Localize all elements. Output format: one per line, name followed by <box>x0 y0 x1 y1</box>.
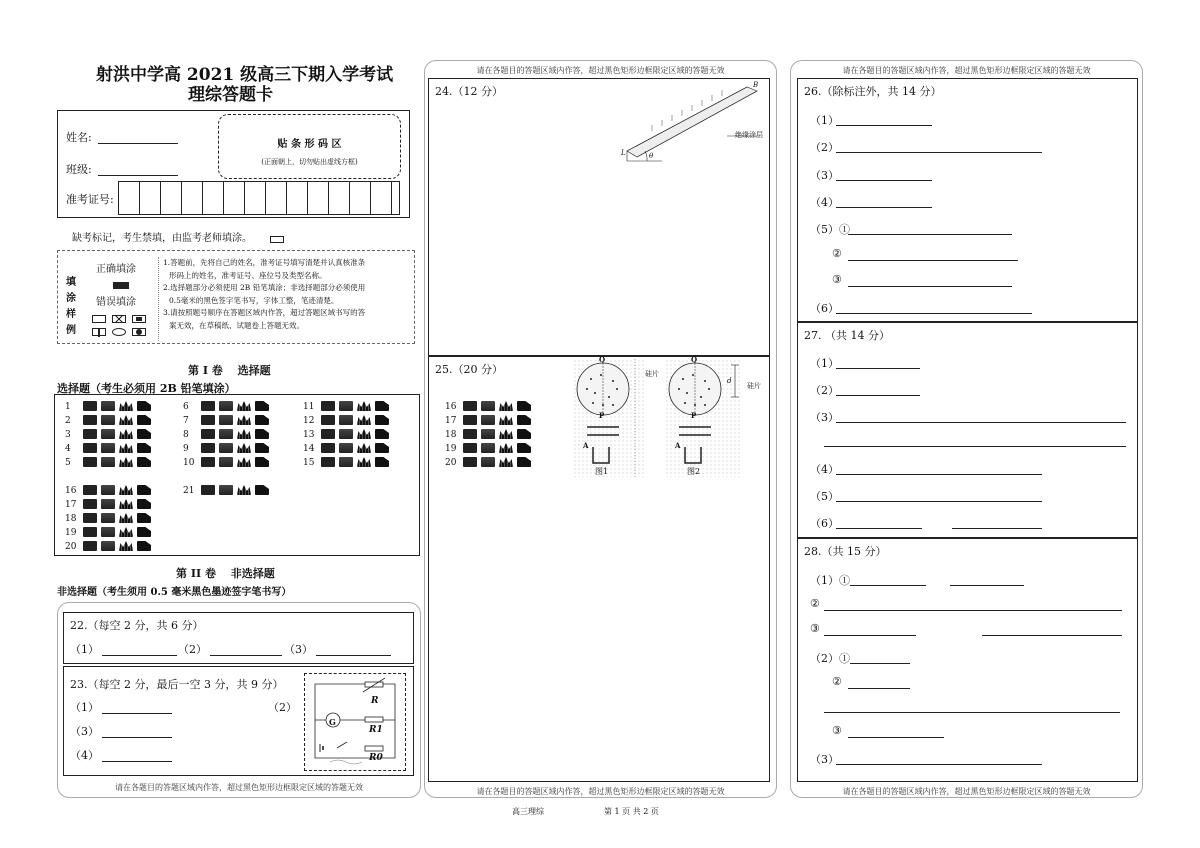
barcode-subtitle: (正面朝上，切勿贴出虚线方框) <box>261 158 358 166</box>
choice-bubble-c[interactable] <box>499 443 513 453</box>
q23-part3-label: （3） <box>70 725 99 738</box>
choice-bubble-a[interactable] <box>463 415 477 425</box>
choice-row-7 <box>183 415 273 426</box>
choice-bubble-a[interactable] <box>83 401 97 411</box>
q28-part2-label3: ③ <box>832 724 842 737</box>
choice-bubble-b[interactable] <box>101 513 115 523</box>
q23-part3-field[interactable] <box>102 737 172 738</box>
choice-row-16 <box>445 401 535 412</box>
q27-part6-label: （6） <box>810 517 839 530</box>
choice-row-15 <box>303 457 393 468</box>
choice-bubble-a[interactable] <box>321 457 335 467</box>
q28-part1-field5[interactable] <box>982 635 1122 636</box>
choice-number: 12 <box>303 415 315 426</box>
choice-number: 19 <box>65 527 77 538</box>
choice-bubble-d[interactable] <box>137 527 151 537</box>
q22-part2-label: （2） <box>178 643 207 656</box>
absent-mark-box <box>270 236 284 243</box>
circuit-label-r1: R1 <box>369 725 383 735</box>
q25-fig1-caption: 图1 <box>595 467 609 476</box>
q25-fig1-q: Q <box>599 355 606 364</box>
choice-bubble-c[interactable] <box>119 457 133 467</box>
footer-page: 第 1 页 共 2 页 <box>604 807 659 816</box>
choice-bubble-b[interactable] <box>481 415 495 425</box>
choice-bubble-a[interactable] <box>201 457 215 467</box>
q28-part2-label: （2）① <box>810 652 850 665</box>
choice-bubble-c[interactable] <box>119 499 133 509</box>
choice-bubble-b[interactable] <box>481 401 495 411</box>
choice-row-19 <box>65 527 155 538</box>
q28-part2-field4[interactable] <box>848 737 944 738</box>
choice-bubble-c[interactable] <box>357 401 371 411</box>
choice-bubble-a[interactable] <box>463 457 477 467</box>
q27-part5-field[interactable] <box>836 501 1042 502</box>
choice-number: 20 <box>65 541 77 552</box>
exam-id-label: 准考证号: <box>66 193 114 206</box>
q26-part5-label2: ② <box>832 247 842 260</box>
q26-part6-field[interactable] <box>836 313 1032 314</box>
class-field[interactable] <box>98 175 178 176</box>
choice-bubble-b[interactable] <box>219 485 233 495</box>
q28-part1-field3[interactable] <box>824 610 1122 611</box>
choice-row-5 <box>65 457 155 468</box>
q28-part3-field[interactable] <box>836 764 1042 765</box>
q28-part1-label3: ③ <box>810 622 820 635</box>
choice-row-17 <box>445 415 535 426</box>
choice-row-16 <box>65 485 155 496</box>
q27-part2-label: （2） <box>810 384 839 397</box>
choice-bubble-b[interactable] <box>219 415 233 425</box>
q25-fig1-plate-label: 硅片 <box>645 370 659 378</box>
choice-bubble-a[interactable] <box>321 401 335 411</box>
q23-part4-label: （4） <box>70 749 99 762</box>
choice-bubble-c[interactable] <box>119 415 133 425</box>
section1-subtitle: 选择题（考生必须用 2B 铅笔填涂） <box>57 382 236 395</box>
choice-bubble-b[interactable] <box>339 415 353 425</box>
choice-bubble-a[interactable] <box>201 485 215 495</box>
class-label: 班级: <box>66 163 92 176</box>
choice-number: 17 <box>65 499 77 510</box>
q22-part3-field[interactable] <box>316 655 391 656</box>
fill-example-vertical-2: 涂 <box>66 293 76 304</box>
fill-example-vertical-1: 填 <box>66 277 76 288</box>
correct-fill-label: 正确填涂 <box>96 264 136 275</box>
choice-bubble-b[interactable] <box>101 499 115 509</box>
q25-fig2-q: Q <box>691 355 698 364</box>
choice-number: 19 <box>445 443 457 454</box>
q22-part3-label: （3） <box>284 643 313 656</box>
choice-bubble-d[interactable] <box>255 485 269 495</box>
fill-example-vertical-4: 例 <box>66 325 76 336</box>
choice-bubble-c[interactable] <box>119 429 133 439</box>
q26-part5-field1[interactable] <box>848 234 1012 235</box>
choice-bubble-b[interactable] <box>101 429 115 439</box>
choice-bubble-b[interactable] <box>101 457 115 467</box>
choice-row-9 <box>183 443 273 454</box>
notice-right-top: 请在各题目的答题区域内作答，超过黑色矩形边框限定区域的答题无效 <box>842 66 1091 75</box>
choice-row-1 <box>65 401 155 412</box>
choice-bubble-d[interactable] <box>517 429 531 439</box>
choice-bubble-b[interactable] <box>481 457 495 467</box>
q27-box <box>797 322 1138 538</box>
choice-bubble-d[interactable] <box>255 401 269 411</box>
choice-bubble-c[interactable] <box>119 443 133 453</box>
choice-bubble-d[interactable] <box>375 415 389 425</box>
choice-number: 5 <box>65 457 71 468</box>
choice-number: 3 <box>65 429 71 440</box>
q26-part4-field[interactable] <box>836 207 932 208</box>
q25-figure2 <box>665 355 741 477</box>
choice-bubble-a[interactable] <box>321 429 335 439</box>
choice-bubble-a[interactable] <box>321 443 335 453</box>
q27-part3-label: （3） <box>810 411 839 424</box>
choice-row-3 <box>65 429 155 440</box>
choice-bubble-d[interactable] <box>517 443 531 453</box>
q23-box <box>63 666 414 776</box>
choice-number: 15 <box>303 457 315 468</box>
choice-bubble-a[interactable] <box>201 415 215 425</box>
choice-row-2 <box>65 415 155 426</box>
choice-bubble-a[interactable] <box>83 513 97 523</box>
q25-box <box>428 356 770 782</box>
choice-bubble-a[interactable] <box>83 457 97 467</box>
q28-part3-label: （3） <box>810 753 839 766</box>
choice-bubble-a[interactable] <box>83 415 97 425</box>
choice-bubble-d[interactable] <box>137 457 151 467</box>
q25-title: 25.（20 分） <box>435 363 503 376</box>
choice-bubble-d[interactable] <box>375 429 389 439</box>
name-field[interactable] <box>98 143 178 144</box>
choice-bubble-c[interactable] <box>119 527 133 537</box>
q24-box <box>428 78 770 356</box>
choice-bubble-c[interactable] <box>499 415 513 425</box>
q27-part2-field[interactable] <box>836 395 920 396</box>
choice-bubble-a[interactable] <box>201 401 215 411</box>
choice-bubble-c[interactable] <box>237 429 251 439</box>
choice-number: 16 <box>65 485 77 496</box>
choice-bubble-c[interactable] <box>237 401 251 411</box>
choice-row-8 <box>183 429 273 440</box>
section1-title: 第 I 卷 选择题 <box>188 364 271 377</box>
choice-bubble-c[interactable] <box>499 429 513 439</box>
choice-number: 6 <box>183 401 189 412</box>
student-info-box <box>57 110 410 218</box>
choice-number: 2 <box>65 415 71 426</box>
choice-number: 14 <box>303 443 315 454</box>
notice-left-bottom: 请在各题目的答题区域内作答，超过黑色矩形边框限定区域的答题无效 <box>115 783 363 792</box>
circuit-label-r: R <box>371 696 379 706</box>
choice-bubble-c[interactable] <box>237 457 251 467</box>
choice-row-19 <box>445 443 535 454</box>
q27-part3-field2[interactable] <box>824 446 1126 447</box>
choice-bubble-d[interactable] <box>375 401 389 411</box>
choice-number: 13 <box>303 429 315 440</box>
choice-bubble-a[interactable] <box>83 429 97 439</box>
choice-bubble-b[interactable] <box>101 415 115 425</box>
barcode-title: 贴 条 形 码 区 <box>277 139 342 150</box>
choice-row-20 <box>65 541 155 552</box>
choice-number: 8 <box>183 429 189 440</box>
section2-title: 第 II 卷 非选择题 <box>176 567 275 580</box>
q28-part1-field1[interactable] <box>850 585 926 586</box>
choice-bubble-d[interactable] <box>375 457 389 467</box>
q26-part5-field2[interactable] <box>848 260 1018 261</box>
wrong-fill-label: 错误填涂 <box>96 297 136 308</box>
choice-bubble-d[interactable] <box>517 415 531 425</box>
circuit-label-r0: R0 <box>369 753 383 763</box>
q25-fig2-d: d <box>727 377 732 385</box>
choice-number: 9 <box>183 443 189 454</box>
choice-bubble-c[interactable] <box>237 415 251 425</box>
choice-row-21 <box>183 485 273 496</box>
choice-bubble-c[interactable] <box>119 485 133 495</box>
choice-bubble-d[interactable] <box>137 443 151 453</box>
choice-bubble-d[interactable] <box>255 429 269 439</box>
choice-bubble-d[interactable] <box>137 401 151 411</box>
q27-part6-field1[interactable] <box>836 528 922 529</box>
q22-part1-label: （1） <box>70 643 99 656</box>
choice-number: 4 <box>65 443 71 454</box>
q27-part6-field2[interactable] <box>952 528 1042 529</box>
choice-bubble-d[interactable] <box>137 415 151 425</box>
choice-number: 17 <box>445 415 457 426</box>
choice-row-18 <box>445 429 535 440</box>
exam-id-grid[interactable] <box>118 181 400 215</box>
q23-part1-label: （1） <box>70 701 99 714</box>
choice-row-10 <box>183 457 273 468</box>
q23-title: 23.（每空 2 分，最后一空 3 分，共 9 分） <box>70 678 284 691</box>
q27-part1-label: （1） <box>810 357 839 370</box>
q24-label-theta: θ <box>649 152 654 160</box>
choice-number: 7 <box>183 415 189 426</box>
choice-number: 21 <box>183 485 195 496</box>
q26-part5-label: （5）① <box>810 223 850 236</box>
q24-insulating-layer-label: 绝缘涂层 <box>735 131 763 139</box>
choice-bubble-d[interactable] <box>375 443 389 453</box>
choice-bubble-d[interactable] <box>137 513 151 523</box>
correct-fill-sample <box>113 282 129 289</box>
choice-bubble-a[interactable] <box>83 485 97 495</box>
incline-rail-diagram <box>607 81 767 167</box>
choice-bubble-c[interactable] <box>119 541 133 551</box>
choice-bubble-a[interactable] <box>463 429 477 439</box>
card-title: 理综答题卡 <box>188 85 273 105</box>
choice-bubble-d[interactable] <box>137 499 151 509</box>
notice-middle-top: 请在各题目的答题区域内作答，超过黑色矩形边框限定区域的答题无效 <box>476 66 725 75</box>
q28-box <box>797 538 1138 782</box>
q26-part5-label3: ③ <box>832 273 842 286</box>
q23-part1-field[interactable] <box>102 713 172 714</box>
choice-bubble-b[interactable] <box>481 429 495 439</box>
choice-number: 1 <box>65 401 71 412</box>
q23-circuit-figure <box>304 673 406 771</box>
choice-bubble-a[interactable] <box>83 541 97 551</box>
q26-part4-label: （4） <box>810 196 839 209</box>
choice-bubble-a[interactable] <box>201 443 215 453</box>
q26-part2-label: （2） <box>810 141 839 154</box>
choice-bubble-d[interactable] <box>137 429 151 439</box>
choice-bubble-a[interactable] <box>321 415 335 425</box>
notice-middle-bottom: 请在各题目的答题区域内作答，超过黑色矩形边框限定区域的答题无效 <box>476 787 725 796</box>
choice-bubble-a[interactable] <box>83 527 97 537</box>
notice-right-bottom: 请在各题目的答题区域内作答，超过黑色矩形边框限定区域的答题无效 <box>842 787 1091 796</box>
q25-fig2-caption: 图2 <box>687 467 701 476</box>
choice-bubble-c[interactable] <box>237 485 251 495</box>
q24-figure <box>607 81 767 167</box>
q25-fig2-plate-label: 硅片 <box>747 382 761 390</box>
exam-title: 射洪中学高 2021 级高三下期入学考试 <box>96 65 394 85</box>
choice-bubble-b[interactable] <box>339 443 353 453</box>
q24-title: 24.（12 分） <box>435 85 503 98</box>
choice-row-18 <box>65 513 155 524</box>
choice-number: 10 <box>183 457 195 468</box>
q26-part1-label: （1） <box>810 114 839 127</box>
choice-bubble-c[interactable] <box>237 443 251 453</box>
q27-part4-field[interactable] <box>836 474 1042 475</box>
choice-bubble-c[interactable] <box>357 443 371 453</box>
choice-bubble-a[interactable] <box>201 429 215 439</box>
q28-title: 28.（共 15 分） <box>804 545 887 558</box>
q27-part1-field[interactable] <box>836 368 920 369</box>
choice-bubble-d[interactable] <box>137 541 151 551</box>
choice-bubble-b[interactable] <box>219 443 233 453</box>
q26-title: 26.（除标注外，共 14 分） <box>804 85 942 98</box>
q27-title: 27. （共 14 分） <box>804 329 890 342</box>
choice-bubble-b[interactable] <box>339 457 353 467</box>
fill-example-box <box>57 250 415 344</box>
q28-part2-label2: ② <box>832 675 842 688</box>
choice-bubble-b[interactable] <box>219 401 233 411</box>
choice-bubble-b[interactable] <box>339 401 353 411</box>
choice-row-6 <box>183 401 273 412</box>
q27-part4-label: （4） <box>810 463 839 476</box>
choice-bubble-b[interactable] <box>101 401 115 411</box>
fill-example-vertical-3: 样 <box>66 309 76 320</box>
q26-part5-field3[interactable] <box>848 286 1012 287</box>
q22-part2-field[interactable] <box>210 655 282 656</box>
footer-subject: 高三理综 <box>512 807 544 816</box>
choice-number: 20 <box>445 457 457 468</box>
choice-row-17 <box>65 499 155 510</box>
choice-bubble-b[interactable] <box>339 429 353 439</box>
q28-part1-label: （1）① <box>810 574 850 587</box>
q23-part2-label: （2） <box>268 701 297 714</box>
circuit-diagram <box>305 674 405 770</box>
choice-bubble-b[interactable] <box>101 485 115 495</box>
choice-bubble-c[interactable] <box>119 401 133 411</box>
choice-bubble-d[interactable] <box>517 401 531 411</box>
q26-part3-field[interactable] <box>836 180 932 181</box>
q25-fig2-a: A <box>675 441 681 450</box>
choice-bubble-a[interactable] <box>463 401 477 411</box>
choice-bubble-b[interactable] <box>219 457 233 467</box>
q28-part1-field2[interactable] <box>950 585 1024 586</box>
q26-part6-label: （6） <box>810 302 839 315</box>
choice-row-14 <box>303 443 393 454</box>
choice-bubble-b[interactable] <box>219 429 233 439</box>
choice-bubble-d[interactable] <box>255 443 269 453</box>
q26-part3-label: （3） <box>810 169 839 182</box>
q26-box <box>797 78 1138 322</box>
q25-fig1-a: A <box>583 441 589 450</box>
q25-fig2-p: P <box>691 411 697 420</box>
absent-note: 缺考标记，考生禁填，由监考老师填涂。 <box>72 233 252 244</box>
q23-part4-field[interactable] <box>102 761 172 762</box>
choice-bubble-c[interactable] <box>499 457 513 467</box>
choice-bubble-b[interactable] <box>101 527 115 537</box>
choice-row-4 <box>65 443 155 454</box>
choice-row-13 <box>303 429 393 440</box>
q22-part1-field[interactable] <box>102 655 177 656</box>
choice-number: 11 <box>303 401 315 412</box>
choice-bubble-c[interactable] <box>357 415 371 425</box>
choice-bubble-a[interactable] <box>83 499 97 509</box>
choice-bubble-d[interactable] <box>255 457 269 467</box>
choice-bubble-b[interactable] <box>481 443 495 453</box>
q24-label-b: B <box>753 81 759 89</box>
q28-part2-field1[interactable] <box>850 663 910 664</box>
choice-row-12 <box>303 415 393 426</box>
choice-row-20 <box>445 457 535 468</box>
q22-title: 22.（每空 2 分，共 6 分） <box>70 619 204 632</box>
choice-bubble-b[interactable] <box>101 443 115 453</box>
barcode-area <box>218 114 401 179</box>
q26-part1-field[interactable] <box>836 125 932 126</box>
choice-number: 16 <box>445 401 457 412</box>
choice-bubble-c[interactable] <box>119 513 133 523</box>
q25-figure1-svg <box>573 359 645 477</box>
q28-part2-field2[interactable] <box>848 688 910 689</box>
choice-bubble-c[interactable] <box>357 429 371 439</box>
q26-part2-field[interactable] <box>836 152 1042 153</box>
choice-bubble-b[interactable] <box>101 541 115 551</box>
q25-figure1 <box>573 355 645 477</box>
fill-instructions: 1.答题前，先将自己的姓名，准考证号填写清楚并认真核准条 形码上的姓名，准考证号、座位号及类型名称。 2.选择题部分必须使用 2B 铅笔填涂；非选择题部分必须使用 0.5毫米的黑色签字笔书写，字体工整，笔迹清楚。 3.请按照题号顺序在答题区域内作答，超过答题区域书写的答 案无效，在草稿纸、试题卷上答题无效。 <box>158 257 410 341</box>
choice-bubble-a[interactable] <box>463 443 477 453</box>
name-label: 姓名: <box>66 131 92 144</box>
choice-number: 18 <box>445 429 457 440</box>
choice-grid <box>54 394 420 556</box>
q25-fig1-p: P <box>599 411 605 420</box>
circuit-label-g: G <box>329 717 336 727</box>
wrong-fill-samples <box>90 313 160 339</box>
section2-subtitle: 非选择题（考生须用 0.5 毫米黑色墨迹签字笔书写） <box>57 587 292 598</box>
q27-part3-field1[interactable] <box>836 422 1126 423</box>
q27-part5-label: （5） <box>810 490 839 503</box>
q28-part1-field4[interactable] <box>824 635 916 636</box>
q28-part2-field3[interactable] <box>824 712 1120 713</box>
choice-row-11 <box>303 401 393 412</box>
choice-number: 18 <box>65 513 77 524</box>
q28-part1-label2: ② <box>810 597 820 610</box>
choice-bubble-d[interactable] <box>137 485 151 495</box>
q24-label-l: L <box>621 149 626 157</box>
choice-bubble-d[interactable] <box>517 457 531 467</box>
choice-bubble-c[interactable] <box>357 457 371 467</box>
choice-bubble-a[interactable] <box>83 443 97 453</box>
q22-box <box>63 612 414 664</box>
choice-bubble-c[interactable] <box>499 401 513 411</box>
choice-bubble-d[interactable] <box>255 415 269 425</box>
